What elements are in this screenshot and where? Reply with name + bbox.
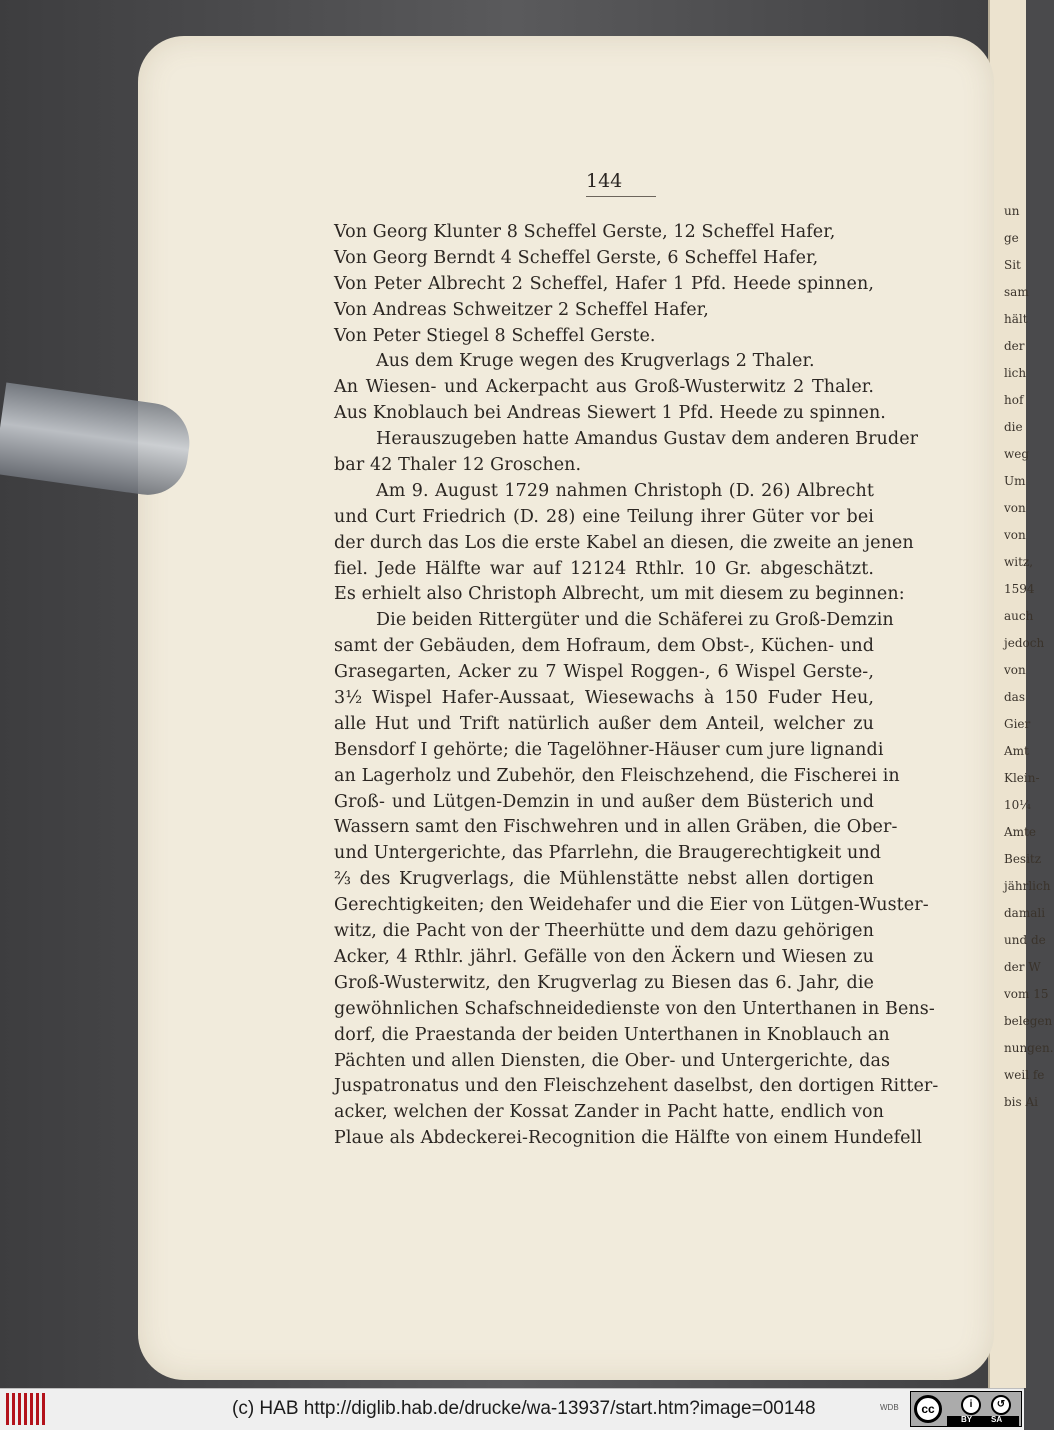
next-page-fragment: vom 15 xyxy=(1004,987,1049,1001)
next-page-fragment: 1594 xyxy=(1004,582,1035,596)
text-line: Acker, 4 Rthlr. jährl. Gefälle von den Äckern und Wiesen zu xyxy=(334,946,874,967)
text-line: ⅔ des Krugverlags, die Mühlenstätte nebst allen dortigen xyxy=(334,869,874,890)
text-line: Aus dem Kruge wegen des Krugverlags 2 Thaler. xyxy=(376,351,815,372)
next-page-fragment: bis Ai xyxy=(1004,1095,1038,1109)
cc-license-badge[interactable] xyxy=(910,1391,1022,1427)
text-line: An Wiesen- und Ackerpacht aus Groß-Wusterwitz 2 Thaler. xyxy=(334,377,874,398)
next-page-fragment: der xyxy=(1004,339,1025,353)
by-label: BY xyxy=(961,1415,973,1424)
text-line: Von Peter Albrecht 2 Scheffel, Hafer 1 Pfd. Heede spinnen, xyxy=(334,273,874,294)
text-line: Groß- und Lütgen-Demzin in und außer dem Büsterich und xyxy=(334,791,874,812)
text-line: an Lagerholz und Zubehör, den Fleischzehend, die Fischerei in xyxy=(334,765,900,786)
next-page-fragment: von xyxy=(1004,663,1026,677)
text-line: Herauszugeben hatte Amandus Gustav dem anderen Bruder xyxy=(376,429,919,450)
text-line: acker, welchen der Kossat Zander in Pacht hatte, endlich von xyxy=(334,1102,885,1123)
text-line: Juspatronatus und den Fleischzehent daselbst, den dortigen Ritter- xyxy=(334,1076,939,1097)
next-page-fragment: das xyxy=(1004,690,1025,704)
next-page-fragment: auch xyxy=(1004,609,1034,623)
text-line: Aus Knoblauch bei Andreas Siewert 1 Pfd. Heede zu spinnen. xyxy=(334,403,886,424)
next-page-fragment: weil fe xyxy=(1004,1068,1045,1082)
text-line: alle Hut und Trift natürlich außer dem Anteil, welcher zu xyxy=(334,713,874,734)
text-line: Grasegarten, Acker zu 7 Wispel Roggen-, 6 Wispel Gerste-, xyxy=(334,662,874,683)
next-page-fragment: Um xyxy=(1004,474,1026,488)
text-line: 3½ Wispel Hafer-Aussaat, Wiesewachs à 150 Fuder Heu, xyxy=(334,688,874,709)
text-line: Wassern samt den Fischwehren und in allen Gräben, die Ober- xyxy=(334,817,898,838)
next-page-fragment: Gier xyxy=(1004,717,1031,731)
text-line: Es erhielt also Christoph Albrecht, um mit diesem zu beginnen: xyxy=(334,584,905,605)
next-page-fragment: sam xyxy=(1004,285,1029,299)
next-page-fragment: jedoch xyxy=(1004,636,1045,650)
page-body-text xyxy=(334,220,939,1152)
next-page-fragment: Sit xyxy=(1004,258,1021,272)
text-line: Gerechtigkeiten; den Weidehafer und die Eier von Lütgen-Wuster- xyxy=(334,895,929,916)
wdb-label: WDB xyxy=(880,1403,899,1412)
text-line: und Curt Friedrich (D. 28) eine Teilung ihrer Güter vor bei xyxy=(334,506,874,527)
text-line: witz, die Pacht von der Theerhütte und dem dazu gehörigen xyxy=(334,921,874,942)
page-number: 144 xyxy=(586,170,623,192)
text-line: und Untergerichte, das Pfarrlehn, die Braugerechtigkeit und xyxy=(334,843,882,864)
text-line: samt der Gebäuden, dem Hofraum, dem Obst-, Küchen- und xyxy=(334,636,874,657)
next-page-fragment: belegen xyxy=(1004,1014,1053,1028)
text-line: der durch das Los die erste Kabel an diesen, die zweite an jenen xyxy=(334,532,914,553)
share-alike-icon: ↺ xyxy=(991,1395,1011,1415)
next-page-fragment: Besitz xyxy=(1004,852,1042,866)
text-line: Von Georg Klunter 8 Scheffel Gerste, 12 Scheffel Hafer, xyxy=(334,222,836,242)
text-line: Von Georg Berndt 4 Scheffel Gerste, 6 Scheffel Hafer, xyxy=(334,247,819,268)
hab-logo-icon xyxy=(6,1393,46,1425)
text-line: Bensdorf I gehörte; die Tagelöhner-Häuser cum jure lignandi xyxy=(334,739,884,760)
next-page-fragment: ge xyxy=(1004,231,1019,245)
next-page-fragment: Amte xyxy=(1004,825,1036,839)
text-line: bar 42 Thaler 12 Groschen. xyxy=(334,455,582,476)
next-page-fragment: hof xyxy=(1004,393,1024,407)
next-page-fragment: von xyxy=(1004,501,1026,515)
text-line: gewöhnlichen Schafschneidedienste von den Unterthanen in Bens- xyxy=(334,998,935,1019)
text-line: fiel. Jede Hälfte war auf 12124 Rthlr. 10 Gr. abgeschätzt. xyxy=(334,558,874,579)
text-line: Plaue als Abdeckerei-Recognition die Hälfte von einem Hundefell xyxy=(334,1128,923,1149)
sa-label: SA xyxy=(991,1415,1003,1424)
text-line: dorf, die Praestanda der beiden Unterthanen in Knoblauch an xyxy=(334,1024,890,1045)
next-page-fragment: und de xyxy=(1004,933,1046,947)
page-number-rule xyxy=(586,196,656,197)
footer-url[interactable]: (c) HAB http://diglib.hab.de/drucke/wa-13937/start.htm?image=00148 xyxy=(232,1398,816,1419)
next-page-fragment: Amt xyxy=(1004,744,1029,758)
next-page-fragment: weg xyxy=(1004,447,1030,461)
next-page-fragment: 10¼ xyxy=(1004,798,1031,812)
text-line: Die beiden Rittergüter und die Schäferei zu Groß-Demzin xyxy=(376,610,894,631)
next-page-fragment: witz, xyxy=(1004,555,1034,569)
cc-icon: cc xyxy=(914,1395,942,1423)
footer-bar xyxy=(0,1388,1024,1430)
next-page-fragment: der W xyxy=(1004,960,1041,974)
next-page-fragment: jährlich xyxy=(1004,879,1051,893)
next-page-fragment: die xyxy=(1004,420,1023,434)
text-line: Von Andreas Schweitzer 2 Scheffel Hafer, xyxy=(334,299,709,320)
next-page-fragment: nungen. xyxy=(1004,1041,1054,1055)
next-page-fragment: lich xyxy=(1004,366,1027,380)
next-page-fragment: un xyxy=(1004,204,1020,218)
attribution-icon: i xyxy=(961,1395,981,1415)
next-page-fragment: hält xyxy=(1004,312,1028,326)
text-line: Von Peter Stiegel 8 Scheffel Gerste. xyxy=(334,325,656,346)
text-line: Pächten und allen Diensten, die Ober- und Untergerichte, das xyxy=(334,1050,891,1071)
next-page-fragment: damali xyxy=(1004,906,1046,920)
text-line: Groß-Wusterwitz, den Krugverlag zu Biesen das 6. Jahr, die xyxy=(334,972,874,993)
license-bar xyxy=(947,1416,1019,1426)
next-page-fragment: von xyxy=(1004,528,1026,542)
text-line: Am 9. August 1729 nahmen Christoph (D. 26) Albrecht xyxy=(376,480,874,501)
next-page-fragment: Klein- xyxy=(1004,771,1040,785)
